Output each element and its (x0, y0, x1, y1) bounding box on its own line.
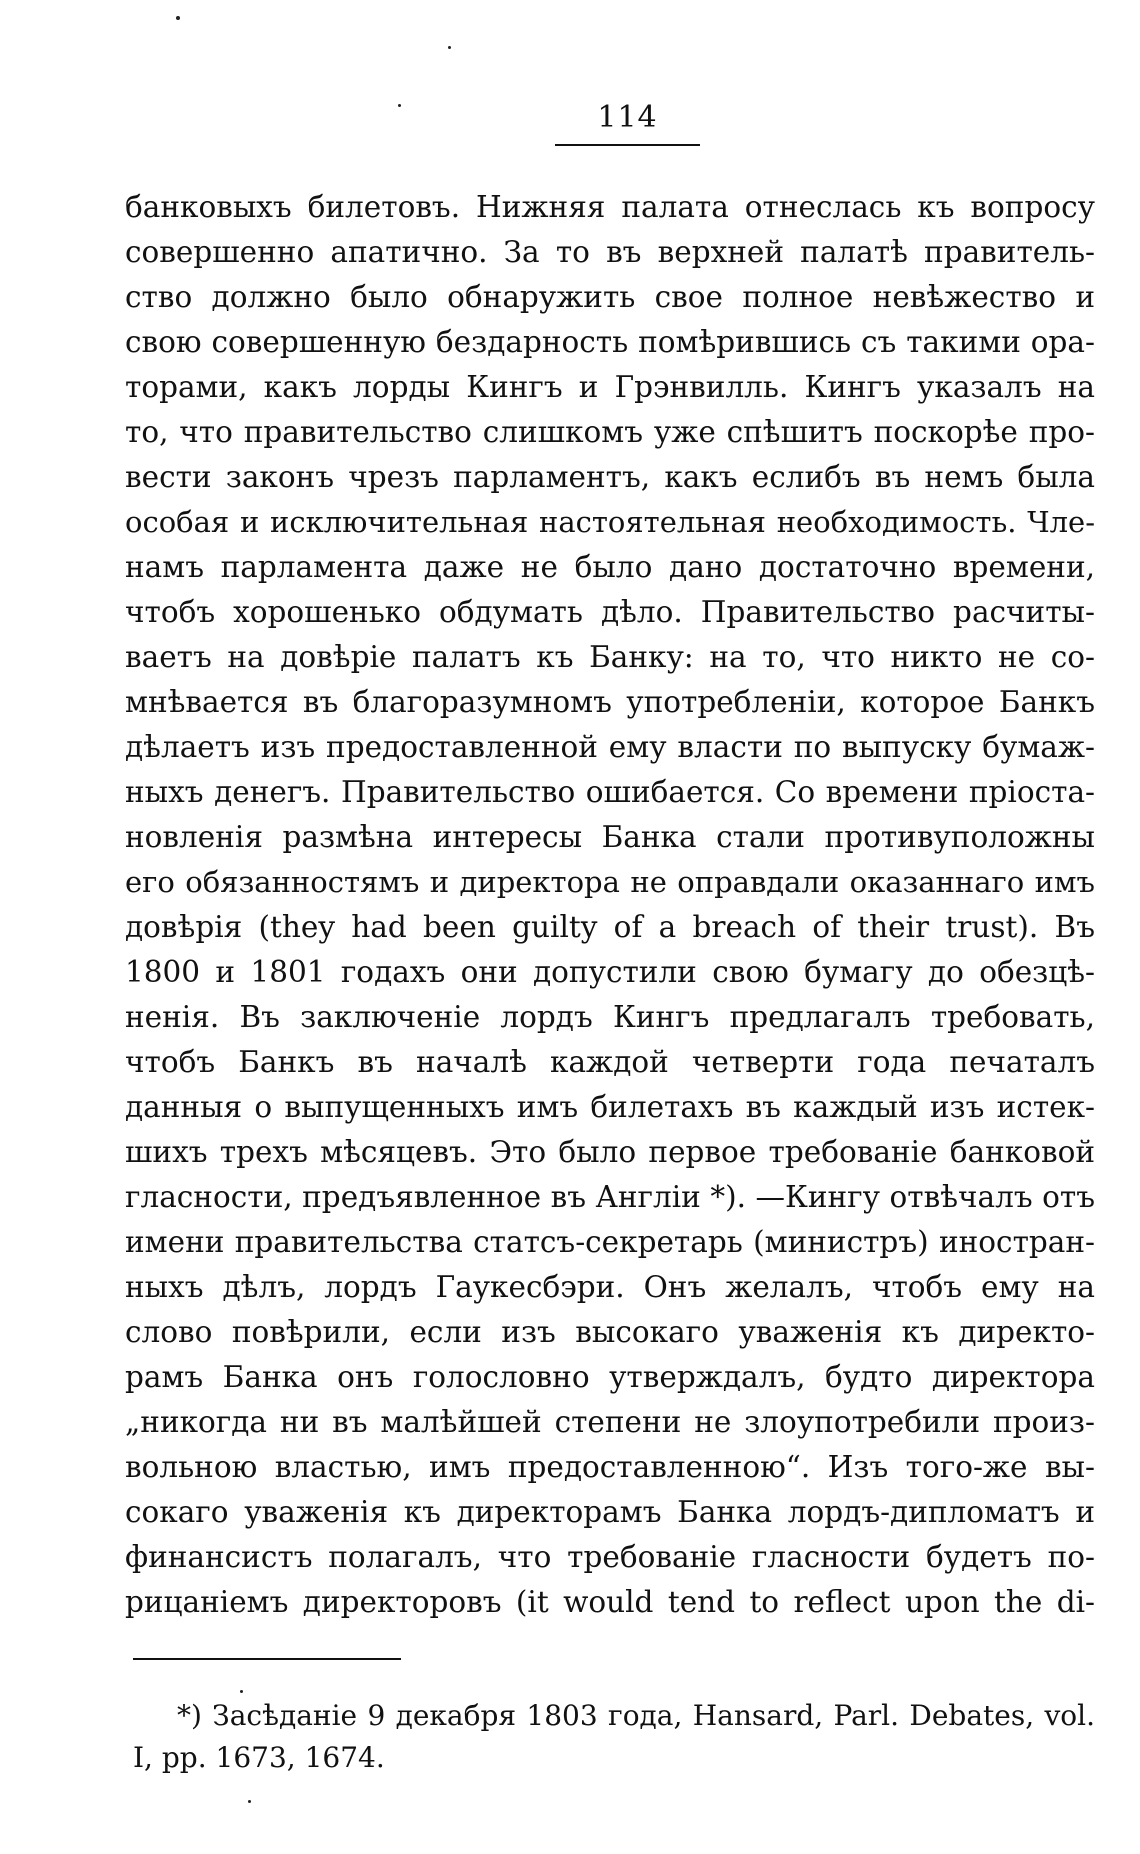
text-line: имени правительства статсъ-секретарь (министръ) иностран- (125, 1225, 1095, 1259)
text-line: 1800 и 1801 годахъ они допустили свою бумагу до обезцѣ- (125, 955, 1095, 989)
text-line: сокаго уваженія къ директорамъ Банка лордъ-дипломатъ и (125, 1495, 1095, 1529)
text-line: рицаніемъ директоровъ (it would tend to reflect upon the di- (125, 1585, 1095, 1619)
text-line: дѣлаетъ изъ предоставленной ему власти по выпуску бумаж- (125, 730, 1095, 764)
text-line: ненія. Въ заключеніе лордъ Кингъ предлагалъ требовать, (125, 1000, 1095, 1034)
text-line: ныхъ денегъ. Правительство ошибается. Со времени пріоста- (125, 775, 1095, 809)
text-line: торами, какъ лорды Кингъ и Грэнвилль. Кингъ указалъ на (125, 370, 1095, 404)
text-line: вольною властью, имъ предоставленною“. Изъ того-же вы- (125, 1450, 1095, 1484)
text-line: то, что правительство слишкомъ уже спѣшитъ поскорѣе про- (125, 415, 1095, 449)
text-line: „никогда ни въ малѣйшей степени не злоупотребили произ- (125, 1405, 1095, 1439)
text-line: рамъ Банка онъ голословно утверждалъ, будто директора (125, 1360, 1095, 1394)
text-line: шихъ трехъ мѣсяцевъ. Это было первое требованіе банковой (125, 1135, 1095, 1169)
text-line: финансистъ полагалъ, что требованіе гласности будетъ по- (125, 1540, 1095, 1574)
page-number: 114 (597, 100, 658, 135)
text-line: мнѣвается въ благоразумномъ употребленіи, которое Банкъ (125, 685, 1095, 719)
text-line: гласности, предъявленное въ Англіи *). —Кингу отвѣчалъ отъ (125, 1180, 1095, 1214)
footnote (133, 1695, 1095, 1779)
text-line: его обязанностямъ и директора не оправдали оказаннаго имъ (125, 865, 1095, 899)
text-line: особая и исключительная настоятельная необходимость. Чле- (125, 505, 1095, 539)
text-line: новленія размѣна интересы Банка стали противуположны (125, 820, 1095, 854)
text-line: ныхъ дѣлъ, лордъ Гаукесбэри. Онъ желалъ, чтобъ ему на (125, 1270, 1095, 1304)
text-line: данныя о выпущенныхъ имъ билетахъ въ каждый изъ истек- (125, 1090, 1095, 1124)
footnote-line: I, pp. 1673, 1674. (133, 1741, 385, 1774)
print-speck (398, 104, 401, 107)
text-line: вести законъ чрезъ парламентъ, какъ еслибъ въ немъ была (125, 460, 1095, 494)
footnote-separator (133, 1658, 401, 1660)
text-line: слово повѣрили, если изъ высокаго уваженія къ директо- (125, 1315, 1095, 1349)
footnote-line: *) Засѣданіе 9 декабря 1803 года, Hansard, Parl. Debates, vol. (177, 1699, 1095, 1732)
body-text (125, 185, 1095, 1625)
print-speck (240, 1690, 243, 1693)
text-line: совершенно апатично. За то въ верхней палатѣ правитель- (125, 235, 1095, 269)
text-line: довѣрія (they had been guilty of a breach of their trust). Въ (125, 910, 1095, 944)
page-number-underline (555, 144, 700, 146)
text-line: намъ парламента даже не было дано достаточно времени, (125, 550, 1095, 584)
text-line: ваетъ на довѣріе палатъ къ Банку: на то, что никто не со- (125, 640, 1095, 674)
text-line: чтобъ хорошенько обдумать дѣло. Правительство расчиты- (125, 595, 1095, 629)
print-speck (176, 16, 180, 20)
text-line: свою совершенную бездарность помѣрившись съ такими ора- (125, 325, 1095, 359)
text-line: банковыхъ билетовъ. Нижняя палата отнеслась къ вопросу (125, 190, 1095, 224)
print-speck (248, 1800, 251, 1803)
text-line: чтобъ Банкъ въ началѣ каждой четверти года печаталъ (125, 1045, 1095, 1079)
text-line: ство должно было обнаружить свое полное невѣжество и (125, 280, 1095, 314)
print-speck (448, 46, 451, 49)
